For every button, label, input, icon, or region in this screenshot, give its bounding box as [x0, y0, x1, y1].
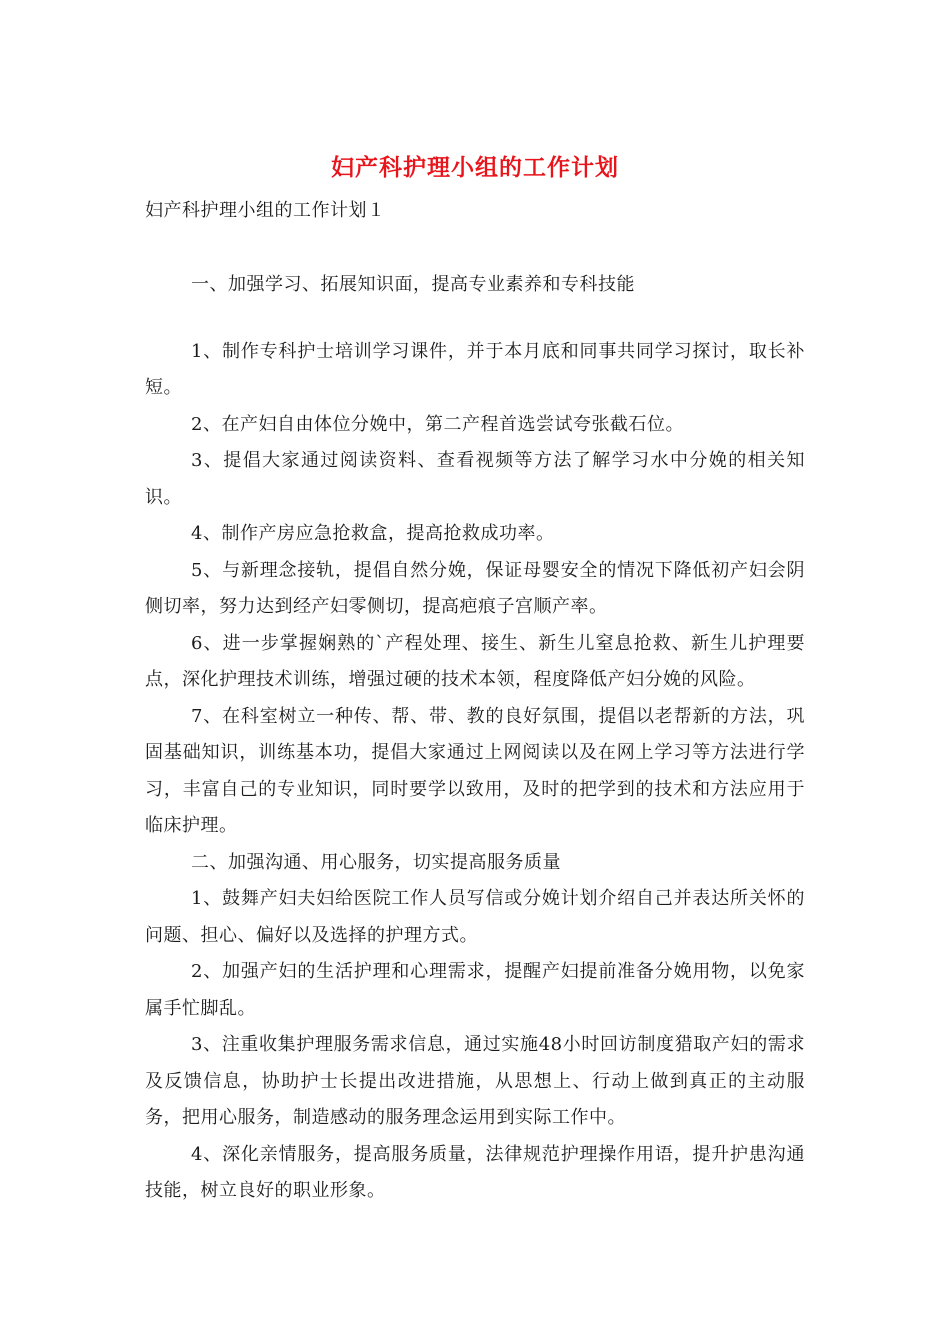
section-1-item: 5、与新理念接轨，提倡自然分娩，保证母婴安全的情况下降低初产妇会阴侧切率，努力达到经产妇零侧切，提高疤痕子宫顺产率。 — [145, 559, 805, 617]
spacer — [145, 304, 805, 334]
section-1-item: 6、进一步掌握娴熟的`产程处理、接生、新生儿窒息抢救、新生儿护理要点，深化护理技术训练，增强过硬的技术本领，程度降低产妇分娩的风险。 — [145, 632, 805, 690]
spacer — [145, 229, 805, 267]
document-subtitle: 妇产科护理小组的工作计划１ — [145, 200, 386, 221]
section-1-heading: 一、加强学习、拓展知识面，提高专业素养和专科技能 — [191, 274, 635, 295]
section-1-item: 2、在产妇自由体位分娩中，第二产程首选尝试夸张截石位。 — [191, 413, 684, 435]
section-1-item: 3、提倡大家通过阅读资料、查看视频等方法了解学习水中分娩的相关知识。 — [145, 450, 805, 508]
section-1-item: 4、制作产房应急抢救盒，提高抢救成功率。 — [191, 523, 555, 544]
document-body — [145, 193, 805, 1210]
section-1-item: 1、制作专科护士培训学习课件，并于本月底和同事共同学习探讨，取长补短。 — [145, 340, 805, 398]
section-2-heading: 二、加强沟通、用心服务，切实提高服务质量 — [191, 851, 561, 873]
section-2-item: 2、加强产妇的生活护理和心理需求，提醒产妇提前准备分娩用物，以免家属手忙脚乱。 — [145, 961, 805, 1019]
section-1-item: 7、在科室树立一种传、帮、带、教的良好氛围，提倡以老帮新的方法，巩固基础知识，训练基本功，提倡大家通过上网阅读以及在网上学习等方法进行学习，丰富自己的专业知识，同时要学以致用，及时的把学到的技术和方法应用于临床护理。 — [145, 705, 805, 836]
section-2-item: 3、注重收集护理服务需求信息，通过实施48小时回访制度猎取产妇的需求及反馈信息，协助护士长提出改进措施，从思想上、行动上做到真正的主动服务，把用心服务，制造感动的服务理念运用到实际工作中。 — [145, 1034, 805, 1128]
section-2-item: 1、鼓舞产妇夫妇给医院工作人员写信或分娩计划介绍自己并表达所关怀的问题、担心、偏好以及选择的护理方式。 — [145, 888, 805, 946]
document-title: 妇产科护理小组的工作计划 — [331, 154, 619, 181]
section-2-item: 4、深化亲情服务，提高服务质量，法律规范护理操作用语，提升护患沟通技能，树立良好的职业形象。 — [145, 1143, 805, 1201]
